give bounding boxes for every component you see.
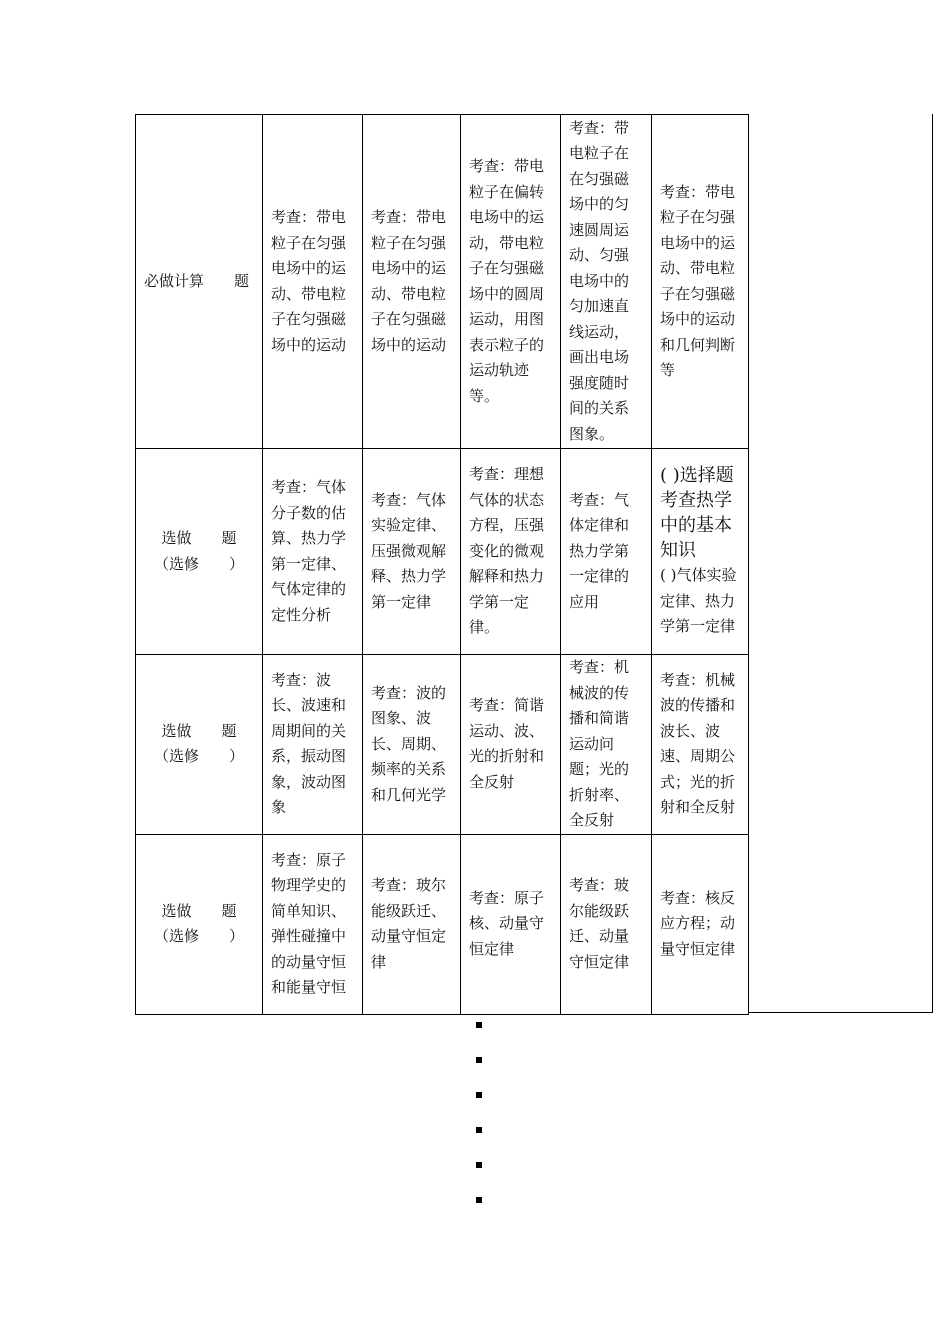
row-header bbox=[136, 655, 263, 835]
row-header-line: （选修 ） bbox=[153, 927, 244, 945]
table-bottom-border-extension bbox=[748, 1012, 933, 1013]
table-cell: 考查：核反应方程；动量守恒定律 bbox=[652, 834, 749, 1014]
row-header-line: 必做计算 题 bbox=[144, 271, 250, 290]
table-cell-part: ( )气体实验定律、热力学第一定律 bbox=[660, 566, 737, 636]
table-cell: 考查：带电粒子在匀强电场中的运动、带电粒子在匀强磁场中的运动 bbox=[363, 115, 461, 449]
table-cell: 考查：原子物理学史的简单知识、弹性碰撞中的动量守恒和能量守恒 bbox=[263, 834, 363, 1014]
row-header bbox=[136, 834, 263, 1014]
table-cell: 考查：机械波的传播和简谐运动问题；光的折射率、全反射 bbox=[561, 655, 652, 835]
table-cell: 考查：玻尔能级跃迁、动量守恒定律 bbox=[561, 834, 652, 1014]
list-item bbox=[476, 1092, 482, 1098]
table-right-border bbox=[932, 114, 933, 1013]
table-cell: 考查：气体分子数的估算、热力学第一定律、气体定律的定性分析 bbox=[263, 449, 363, 655]
row-header-line: （选修 ） bbox=[153, 554, 244, 573]
table-row bbox=[136, 449, 749, 655]
table-cell: 考查：气体实验定律、压强微观解释、热力学第一定律 bbox=[363, 449, 461, 655]
table-cell: 考查：玻尔能级跃迁、动量守恒定律 bbox=[363, 834, 461, 1014]
row-header-line: （选修 ） bbox=[153, 747, 244, 766]
list-item bbox=[476, 1162, 482, 1168]
table-cell: 考查：带电粒子在匀强电场中的运动、带电粒子在匀强磁场中的运动和几何判断等 bbox=[652, 115, 749, 449]
row-header bbox=[136, 115, 263, 449]
list-item bbox=[476, 1197, 482, 1203]
table-cell: 考查：带电粒子在偏转电场中的运动，带电粒子在匀强磁场中的圆周运动，用图表示粒子的运动轨迹等。 bbox=[461, 115, 561, 449]
table-cell: 考查：理想气体的状态方程，压强变化的微观解释和热力学第一定律。 bbox=[461, 449, 561, 655]
table-cell bbox=[652, 449, 749, 655]
table-cell: 考查：机械波的传播和波长、波速、周期公式；光的折射和全反射 bbox=[652, 655, 749, 835]
exam-analysis-table bbox=[135, 114, 749, 1015]
table-row bbox=[136, 115, 749, 449]
list-item bbox=[476, 1127, 482, 1133]
bullet-list bbox=[476, 1022, 482, 1232]
table-cell: 考查：原子核、动量守恒定律 bbox=[461, 834, 561, 1014]
table-cell-part: ( )选择题 考查热学中的基本知识 bbox=[660, 465, 734, 562]
table-cell: 考查：气体定律和热力学第一定律的应用 bbox=[561, 449, 652, 655]
table-cell: 考查：带电粒子在在匀强磁场中的匀速圆周运动、匀强电场中的匀加速直线运动，画出电场强度随时间的关系图象。 bbox=[561, 115, 652, 449]
table-cell: 考查：简谐运动、波、光的折射和全反射 bbox=[461, 655, 561, 835]
row-header-line: 选做 题 bbox=[161, 901, 237, 920]
table-row bbox=[136, 834, 749, 1014]
row-header bbox=[136, 449, 263, 655]
table-cell: 考查：波的图象、波长、周期、频率的关系和几何光学 bbox=[363, 655, 461, 835]
list-item bbox=[476, 1057, 482, 1063]
table-row bbox=[136, 655, 749, 835]
list-item bbox=[476, 1022, 482, 1028]
row-header-line: 选做 题 bbox=[161, 721, 237, 740]
table-cell: 考查：带电粒子在匀强电场中的运动、带电粒子在匀强磁场中的运动 bbox=[263, 115, 363, 449]
table-cell: 考查：波长、波速和周期间的关系，振动图象，波动图象 bbox=[263, 655, 363, 835]
row-header-line: 选做 题 bbox=[161, 529, 237, 547]
